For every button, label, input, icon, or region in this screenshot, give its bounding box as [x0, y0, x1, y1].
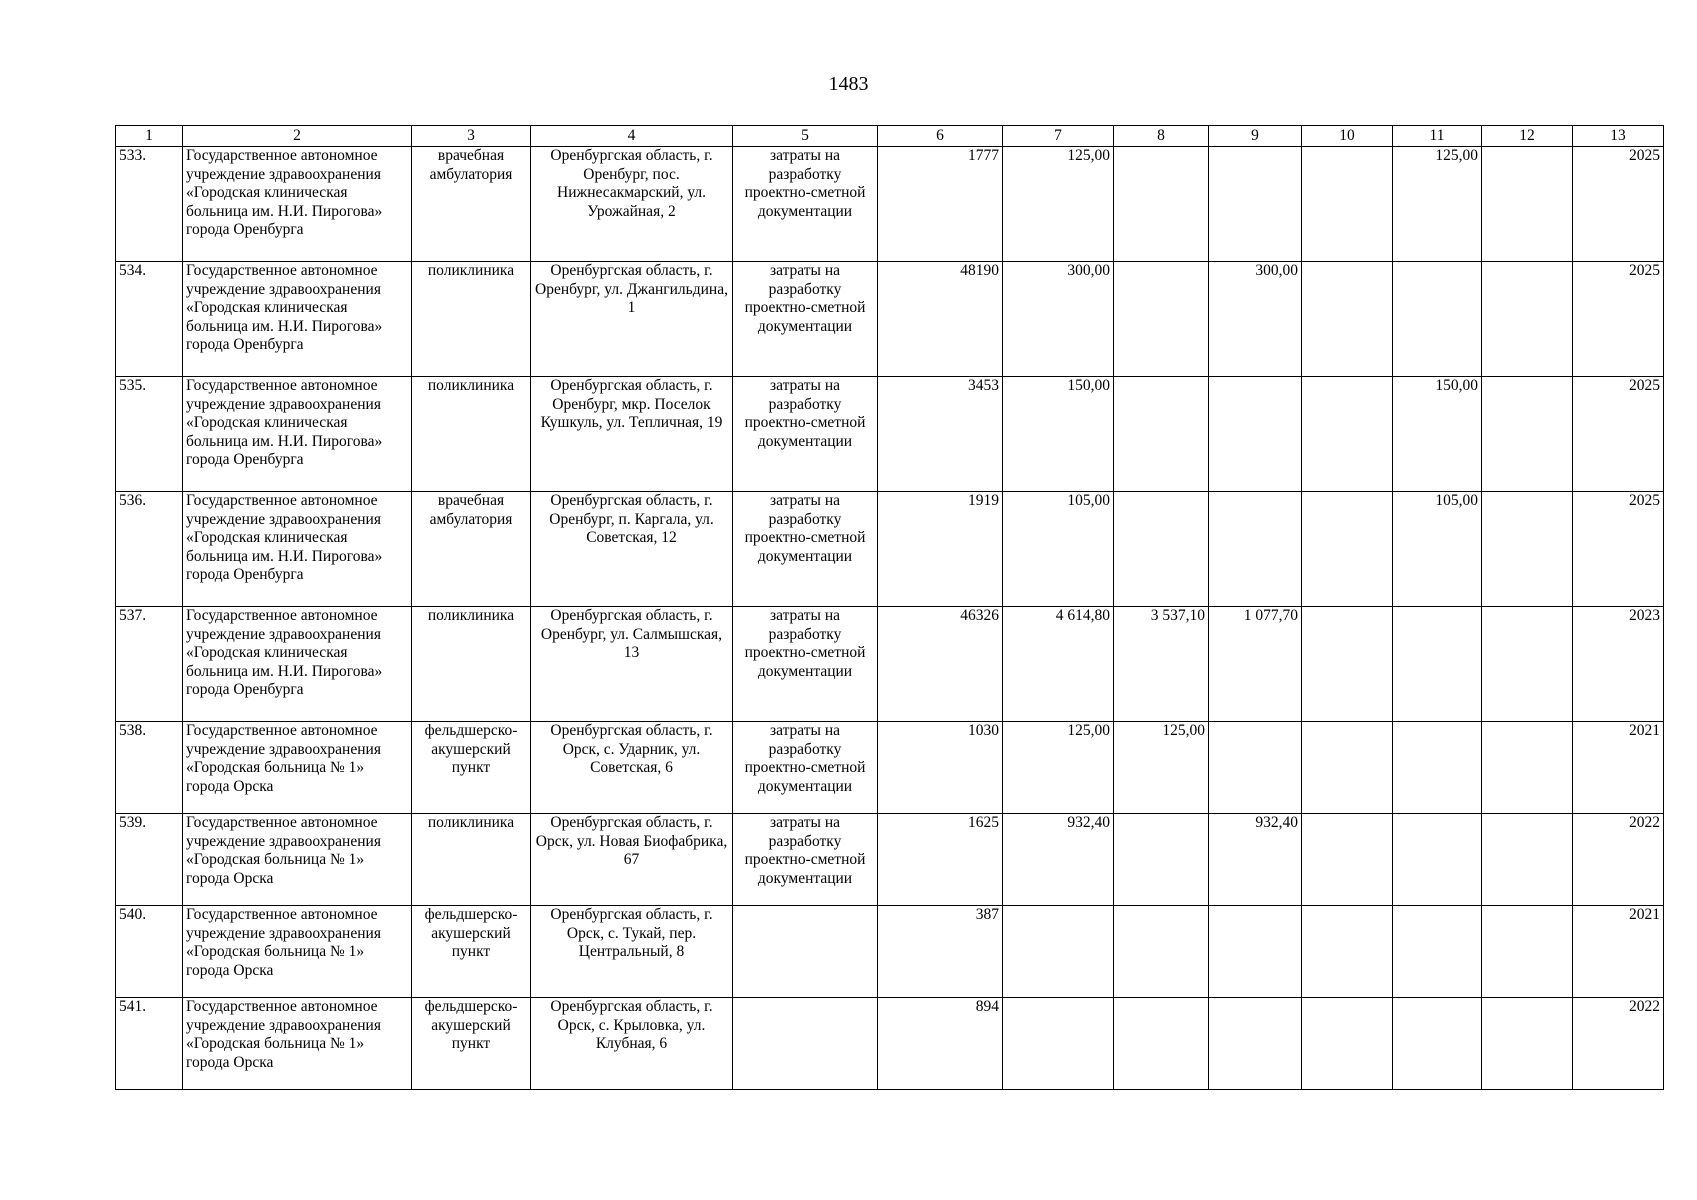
- column-header: 7: [1003, 126, 1114, 147]
- cell-col-8: [1114, 377, 1209, 492]
- cell-col-8: [1114, 814, 1209, 906]
- facility-address: Оренбургская область, г. Оренбург, ул. Салмышская, 13: [531, 607, 733, 722]
- cell-col-6: 1919: [878, 492, 1003, 607]
- table-row: [116, 262, 1664, 377]
- cell-col-10: [1302, 147, 1393, 262]
- cell-col-8: [1114, 147, 1209, 262]
- cell-col-7: 4 614,80: [1003, 607, 1114, 722]
- facility-type: врачебная амбулатория: [412, 147, 531, 262]
- institution-name: Государственное автономное учреждение здравоохранения «Городская клиническая больница им. Н.И. Пирогова» города Оренбурга: [183, 147, 412, 262]
- facility-type: поликлиника: [412, 377, 531, 492]
- cell-col-13: 2025: [1573, 377, 1664, 492]
- cell-col-12: [1482, 814, 1573, 906]
- institution-name: Государственное автономное учреждение здравоохранения «Городская больница № 1» города Орска: [183, 722, 412, 814]
- facility-type: фельдшерско-акушерский пункт: [412, 722, 531, 814]
- cell-col-8: [1114, 906, 1209, 998]
- facility-type: фельдшерско-акушерский пункт: [412, 906, 531, 998]
- expense-purpose: затраты на разработку проектно-сметной документации: [733, 607, 878, 722]
- row-number: 536.: [116, 492, 183, 607]
- column-header: 11: [1393, 126, 1482, 147]
- cell-col-11: [1393, 262, 1482, 377]
- column-header: 6: [878, 126, 1003, 147]
- table-row: [116, 607, 1664, 722]
- cell-col-11: 125,00: [1393, 147, 1482, 262]
- cell-col-6: 48190: [878, 262, 1003, 377]
- cell-col-10: [1302, 722, 1393, 814]
- expense-purpose: [733, 906, 878, 998]
- cell-col-6: 894: [878, 998, 1003, 1090]
- column-header: 2: [183, 126, 412, 147]
- cell-col-6: 46326: [878, 607, 1003, 722]
- cell-col-9: [1209, 377, 1302, 492]
- cell-col-10: [1302, 814, 1393, 906]
- row-number: 538.: [116, 722, 183, 814]
- facility-type: поликлиника: [412, 607, 531, 722]
- row-number: 541.: [116, 998, 183, 1090]
- cell-col-12: [1482, 377, 1573, 492]
- cell-col-6: 1030: [878, 722, 1003, 814]
- column-header: 3: [412, 126, 531, 147]
- row-number: 535.: [116, 377, 183, 492]
- expense-purpose: затраты на разработку проектно-сметной документации: [733, 814, 878, 906]
- table-row: [116, 814, 1664, 906]
- table-row: [116, 147, 1664, 262]
- institution-name: Государственное автономное учреждение здравоохранения «Городская больница № 1» города Орска: [183, 906, 412, 998]
- cell-col-10: [1302, 492, 1393, 607]
- expense-purpose: затраты на разработку проектно-сметной документации: [733, 377, 878, 492]
- cell-col-13: 2021: [1573, 906, 1664, 998]
- institution-name: Государственное автономное учреждение здравоохранения «Городская клиническая больница им. Н.И. Пирогова» города Оренбурга: [183, 607, 412, 722]
- column-header: 4: [531, 126, 733, 147]
- row-number: 539.: [116, 814, 183, 906]
- table-row: [116, 377, 1664, 492]
- institution-name: Государственное автономное учреждение здравоохранения «Городская клиническая больница им. Н.И. Пирогова» города Оренбурга: [183, 262, 412, 377]
- cell-col-10: [1302, 262, 1393, 377]
- cell-col-11: 105,00: [1393, 492, 1482, 607]
- expense-purpose: затраты на разработку проектно-сметной документации: [733, 722, 878, 814]
- column-header: 13: [1573, 126, 1664, 147]
- cell-col-7: 150,00: [1003, 377, 1114, 492]
- cell-col-10: [1302, 998, 1393, 1090]
- facility-address: Оренбургская область, г. Оренбург, ул. Джангильдина, 1: [531, 262, 733, 377]
- cell-col-13: 2025: [1573, 262, 1664, 377]
- cell-col-13: 2023: [1573, 607, 1664, 722]
- column-number-row: [116, 126, 1664, 147]
- table-row: [116, 906, 1664, 998]
- facility-type: поликлиника: [412, 814, 531, 906]
- cell-col-6: 1777: [878, 147, 1003, 262]
- cell-col-9: 300,00: [1209, 262, 1302, 377]
- cell-col-13: 2021: [1573, 722, 1664, 814]
- cell-col-6: 1625: [878, 814, 1003, 906]
- cell-col-7: [1003, 998, 1114, 1090]
- data-table: [115, 125, 1664, 1090]
- column-header: 5: [733, 126, 878, 147]
- cell-col-11: [1393, 998, 1482, 1090]
- row-number: 537.: [116, 607, 183, 722]
- cell-col-12: [1482, 262, 1573, 377]
- column-header: 10: [1302, 126, 1393, 147]
- facility-address: Оренбургская область, г. Орск, с. Крыловка, ул. Клубная, 6: [531, 998, 733, 1090]
- cell-col-9: 1 077,70: [1209, 607, 1302, 722]
- cell-col-13: 2022: [1573, 998, 1664, 1090]
- cell-col-13: 2025: [1573, 492, 1664, 607]
- cell-col-11: [1393, 607, 1482, 722]
- cell-col-7: 125,00: [1003, 722, 1114, 814]
- facility-type: фельдшерско-акушерский пункт: [412, 998, 531, 1090]
- cell-col-13: 2025: [1573, 147, 1664, 262]
- column-header: 1: [116, 126, 183, 147]
- cell-col-12: [1482, 147, 1573, 262]
- cell-col-10: [1302, 377, 1393, 492]
- column-header: 8: [1114, 126, 1209, 147]
- cell-col-12: [1482, 722, 1573, 814]
- cell-col-13: 2022: [1573, 814, 1664, 906]
- cell-col-7: 125,00: [1003, 147, 1114, 262]
- cell-col-9: [1209, 906, 1302, 998]
- facility-address: Оренбургская область, г. Орск, с. Ударник, ул. Советская, 6: [531, 722, 733, 814]
- cell-col-9: [1209, 147, 1302, 262]
- cell-col-8: 125,00: [1114, 722, 1209, 814]
- cell-col-6: 3453: [878, 377, 1003, 492]
- cell-col-6: 387: [878, 906, 1003, 998]
- cell-col-8: [1114, 492, 1209, 607]
- cell-col-12: [1482, 906, 1573, 998]
- cell-col-10: [1302, 906, 1393, 998]
- institution-name: Государственное автономное учреждение здравоохранения «Городская больница № 1» города Орска: [183, 998, 412, 1090]
- facility-address: Оренбургская область, г. Оренбург, пос. Нижнесакмарский, ул. Урожайная, 2: [531, 147, 733, 262]
- facility-address: Оренбургская область, г. Орск, ул. Новая Биофабрика, 67: [531, 814, 733, 906]
- facility-type: поликлиника: [412, 262, 531, 377]
- facility-type: врачебная амбулатория: [412, 492, 531, 607]
- expense-purpose: [733, 998, 878, 1090]
- row-number: 533.: [116, 147, 183, 262]
- expense-purpose: затраты на разработку проектно-сметной документации: [733, 492, 878, 607]
- cell-col-8: 3 537,10: [1114, 607, 1209, 722]
- cell-col-9: 932,40: [1209, 814, 1302, 906]
- facility-address: Оренбургская область, г. Орск, с. Тукай, пер. Центральный, 8: [531, 906, 733, 998]
- cell-col-12: [1482, 998, 1573, 1090]
- expense-purpose: затраты на разработку проектно-сметной документации: [733, 147, 878, 262]
- cell-col-7: 932,40: [1003, 814, 1114, 906]
- institution-name: Государственное автономное учреждение здравоохранения «Городская клиническая больница им. Н.И. Пирогова» города Оренбурга: [183, 377, 412, 492]
- table-row: [116, 722, 1664, 814]
- column-header: 12: [1482, 126, 1573, 147]
- institution-name: Государственное автономное учреждение здравоохранения «Городская клиническая больница им. Н.И. Пирогова» города Оренбурга: [183, 492, 412, 607]
- cell-col-7: [1003, 906, 1114, 998]
- cell-col-9: [1209, 722, 1302, 814]
- cell-col-9: [1209, 998, 1302, 1090]
- facility-address: Оренбургская область, г. Оренбург, п. Каргала, ул. Советская, 12: [531, 492, 733, 607]
- cell-col-11: 150,00: [1393, 377, 1482, 492]
- institution-name: Государственное автономное учреждение здравоохранения «Городская больница № 1» города Орска: [183, 814, 412, 906]
- cell-col-7: 300,00: [1003, 262, 1114, 377]
- page-number: 1483: [828, 73, 869, 95]
- cell-col-12: [1482, 492, 1573, 607]
- cell-col-11: [1393, 814, 1482, 906]
- cell-col-7: 105,00: [1003, 492, 1114, 607]
- table-row: [116, 998, 1664, 1090]
- cell-col-10: [1302, 607, 1393, 722]
- cell-col-11: [1393, 722, 1482, 814]
- table-row: [116, 492, 1664, 607]
- expense-purpose: затраты на разработку проектно-сметной документации: [733, 262, 878, 377]
- cell-col-8: [1114, 998, 1209, 1090]
- cell-col-11: [1393, 906, 1482, 998]
- cell-col-12: [1482, 607, 1573, 722]
- column-header: 9: [1209, 126, 1302, 147]
- facility-address: Оренбургская область, г. Оренбург, мкр. Поселок Кушкуль, ул. Тепличная, 19: [531, 377, 733, 492]
- row-number: 540.: [116, 906, 183, 998]
- cell-col-8: [1114, 262, 1209, 377]
- row-number: 534.: [116, 262, 183, 377]
- cell-col-9: [1209, 492, 1302, 607]
